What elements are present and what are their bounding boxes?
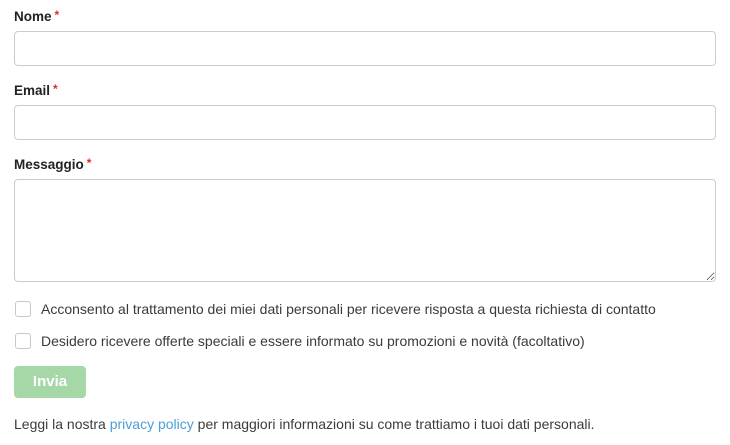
privacy-policy-link[interactable]: privacy policy	[109, 416, 194, 432]
message-label-text: Messaggio	[14, 157, 84, 172]
name-input[interactable]	[14, 31, 716, 66]
email-field-group	[14, 84, 716, 140]
privacy-note	[14, 415, 716, 433]
message-field-group	[14, 158, 716, 282]
required-asterisk: *	[53, 82, 58, 96]
privacy-note-before: Leggi la nostra	[14, 416, 110, 432]
name-label-text: Nome	[14, 9, 52, 24]
message-textarea[interactable]	[14, 179, 716, 282]
name-field-group	[14, 10, 716, 66]
required-asterisk: *	[86, 156, 92, 170]
privacy-note-after: per maggiori informazioni su come trattiamo i tuoi dati personali.	[193, 416, 595, 432]
submit-button[interactable]: Invia	[14, 366, 86, 398]
consent-checkbox-label: Acconsento al trattamento dei miei dati personali per ricevere risposta a questa richiesta di contatto	[41, 301, 656, 317]
email-label-text: Email	[14, 83, 51, 98]
message-label	[14, 158, 716, 172]
name-label	[14, 10, 716, 24]
email-label	[14, 84, 716, 98]
required-asterisk: *	[54, 8, 60, 22]
consent-checkbox[interactable]	[15, 301, 31, 317]
marketing-checkbox-row	[14, 333, 716, 349]
consent-checkbox-row	[14, 301, 716, 317]
email-input[interactable]	[14, 105, 716, 140]
contact-form	[14, 10, 716, 433]
marketing-checkbox-label: Desidero ricevere offerte speciali e essere informato su promozioni e novità (facoltativo)	[41, 333, 585, 349]
marketing-checkbox[interactable]	[15, 333, 31, 349]
